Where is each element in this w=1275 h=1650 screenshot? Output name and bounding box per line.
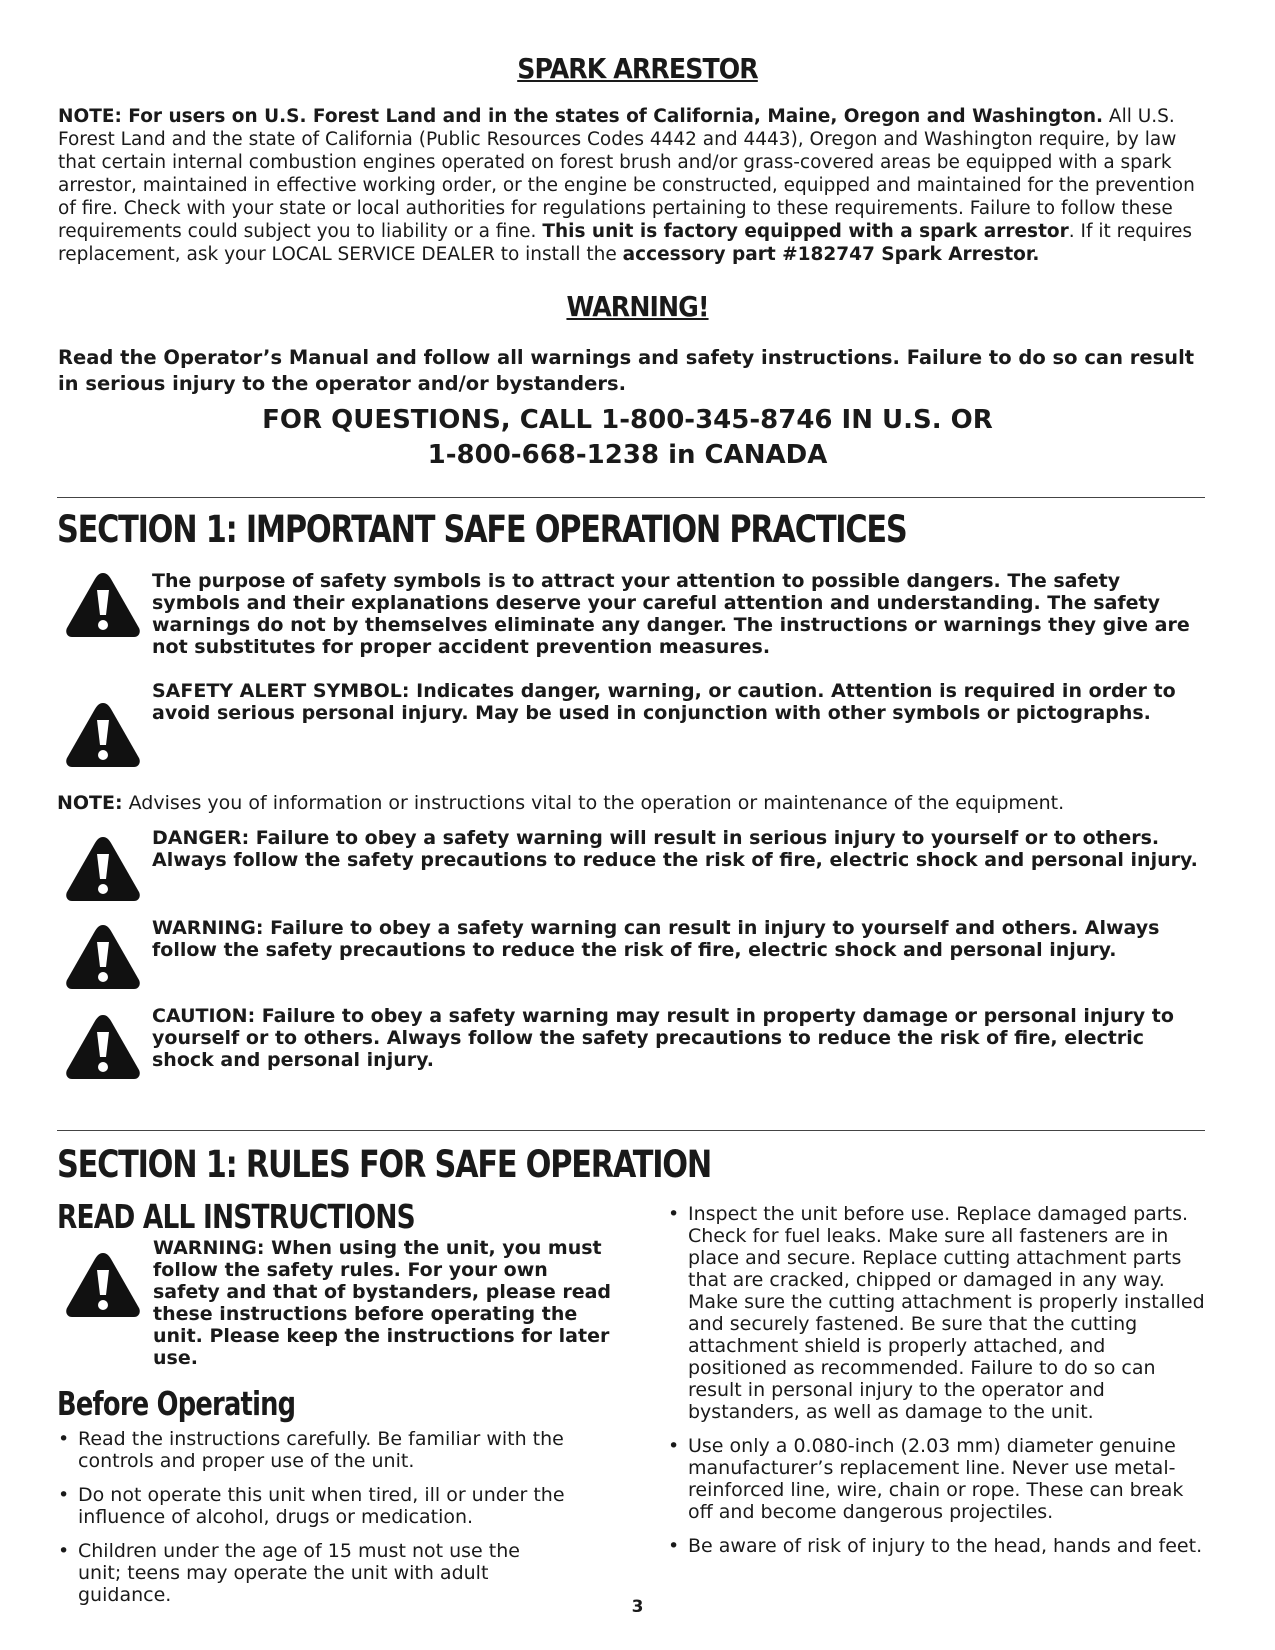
phone-line-canada: 1-800-668-1238 in CANADA [427,440,828,470]
note-text-2: . If it requires replacement, ask your LOCAL SERVICE DEALER to install the [58,221,1193,265]
list-item [58,1428,568,1472]
page-number: 3 [631,1597,644,1617]
list-item [668,1435,1208,1523]
divider [57,497,1205,498]
safety-alert-icon [64,922,142,992]
before-operating-list [58,1428,568,1618]
danger-text: DANGER: Failure to obey a safety warning will result in serious injury to yourself or to others. Always follow the safety precautions to reduce the risk of fire, electric shock and personal injury. [152,827,1198,871]
safety-alert-icon [64,1012,142,1082]
bullet: • [668,1435,680,1457]
safety-alert-icon [64,1250,142,1320]
spark-arrestor-note [58,105,1208,266]
list-item [58,1484,568,1528]
inspection-list [668,1203,1208,1569]
note-text-1: All U.S. Forest Land and the state of California (Public Resources Codes 4442 and 4443), Oregon and Washington require, by law that certain internal combustion engines operated on forest brush and/or grass-covered areas be equipped with a spark arrestor, maintained in effective working order, or the engine be constructed, equipped and maintained for the prevention of fire. Check with your state or local authorities for regulations pertaining to these requirements. Failure to follow these requirements could subject you to liability or a fine. [58,106,1195,242]
list-item [668,1203,1208,1423]
warning-title: WARNING! [566,290,709,323]
note-bold-part: accessory part #182747 Spark Arrestor. [622,244,1040,265]
list-item-text: Children under the age of 15 must not use the unit; teens may operate the unit with adult guidance. [78,1540,520,1606]
before-operating-title: Before Operating [57,1384,296,1423]
bullet: • [58,1540,70,1562]
phone-line-us: FOR QUESTIONS, CALL 1-800-345-8746 IN U.S. OR [262,405,993,435]
safety-alert-icon [64,834,142,904]
note-bold-lead: NOTE: For users on U.S. Forest Land and in the states of California, Maine, Oregon and Washington. [58,106,1104,127]
alert-text: SAFETY ALERT SYMBOL: Indicates danger, warning, or caution. Attention is required in order to avoid serious personal injury. May be used in conjunction with other symbols or pictographs. [152,680,1176,724]
note-bold-factory: This unit is factory equipped with a spark arrestor [542,221,1069,242]
list-item-text: Be aware of risk of injury to the head, hands and feet. [688,1535,1203,1557]
bullet: • [58,1484,70,1506]
read-all-title: READ ALL INSTRUCTIONS [57,1197,415,1236]
section-2-title: SECTION 1: RULES FOR SAFE OPERATION [57,1143,712,1186]
list-item-text: Read the instructions carefully. Be familiar with the controls and proper use of the unit. [78,1428,564,1472]
spark-arrestor-title: SPARK ARRESTOR [517,52,758,85]
note-line [57,792,1064,814]
read-instructions-text: WARNING: When using the unit, you must follow the safety rules. For your own safety and that of bystanders, please read these instructions before operating the unit. Please keep the instructions for later use. [153,1237,612,1369]
list-item-text: Use only a 0.080-inch (2.03 mm) diameter genuine manufacturer’s replacement line. Never use metal-reinforced line, wire, chain or rope. These can break off and become dangerous projectiles. [688,1435,1184,1523]
list-item-text: Do not operate this unit when tired, ill or under the influence of alcohol, drugs or medication. [78,1484,565,1528]
note-text: Advises you of information or instructions vital to the operation or maintenance of the equipment. [122,792,1065,814]
bullet: • [58,1428,70,1450]
warning-text: Read the Operator’s Manual and follow all warnings and safety instructions. Failure to do so can result in serious injury to the operator and/or bystanders. [58,346,1195,395]
list-item-text: Inspect the unit before use. Replace damaged parts. Check for fuel leaks. Make sure all fasteners are in place and secure. Replace cutting attachment parts that are cracked, chipped or damaged in any way. Make sure the cutting attachment is properly installed and securely fastened. Be sure that the cutting attachment shield is properly attached, and positioned as recommended. Failure to do so can result in personal injury to the operator and bystanders, as well as damage to the unit. [688,1203,1205,1423]
list-item [668,1535,1208,1557]
bullet: • [668,1535,680,1557]
divider [57,1130,1205,1131]
warning-level-text: WARNING: Failure to obey a safety warning can result in injury to yourself and others. Always follow the safety precautions to reduce the risk of fire, electric shock and personal injury. [152,917,1160,961]
purpose-text: The purpose of safety symbols is to attract your attention to possible dangers. The safety symbols and their explanations deserve your careful attention and understanding. The safety warnings do not by themselves eliminate any danger. The instructions or warnings they give are not substitutes for proper accident prevention measures. [152,570,1190,658]
note-label: NOTE: [57,792,123,814]
safety-alert-icon [64,700,142,770]
section-1-title: SECTION 1: IMPORTANT SAFE OPERATION PRACTICES [57,508,907,551]
caution-text: CAUTION: Failure to obey a safety warning may result in property damage or personal injury to yourself or to others. Always follow the safety precautions to reduce the risk of fire, electric shock and personal injury. [152,1005,1174,1071]
safety-alert-icon [64,570,142,640]
bullet: • [668,1203,680,1225]
